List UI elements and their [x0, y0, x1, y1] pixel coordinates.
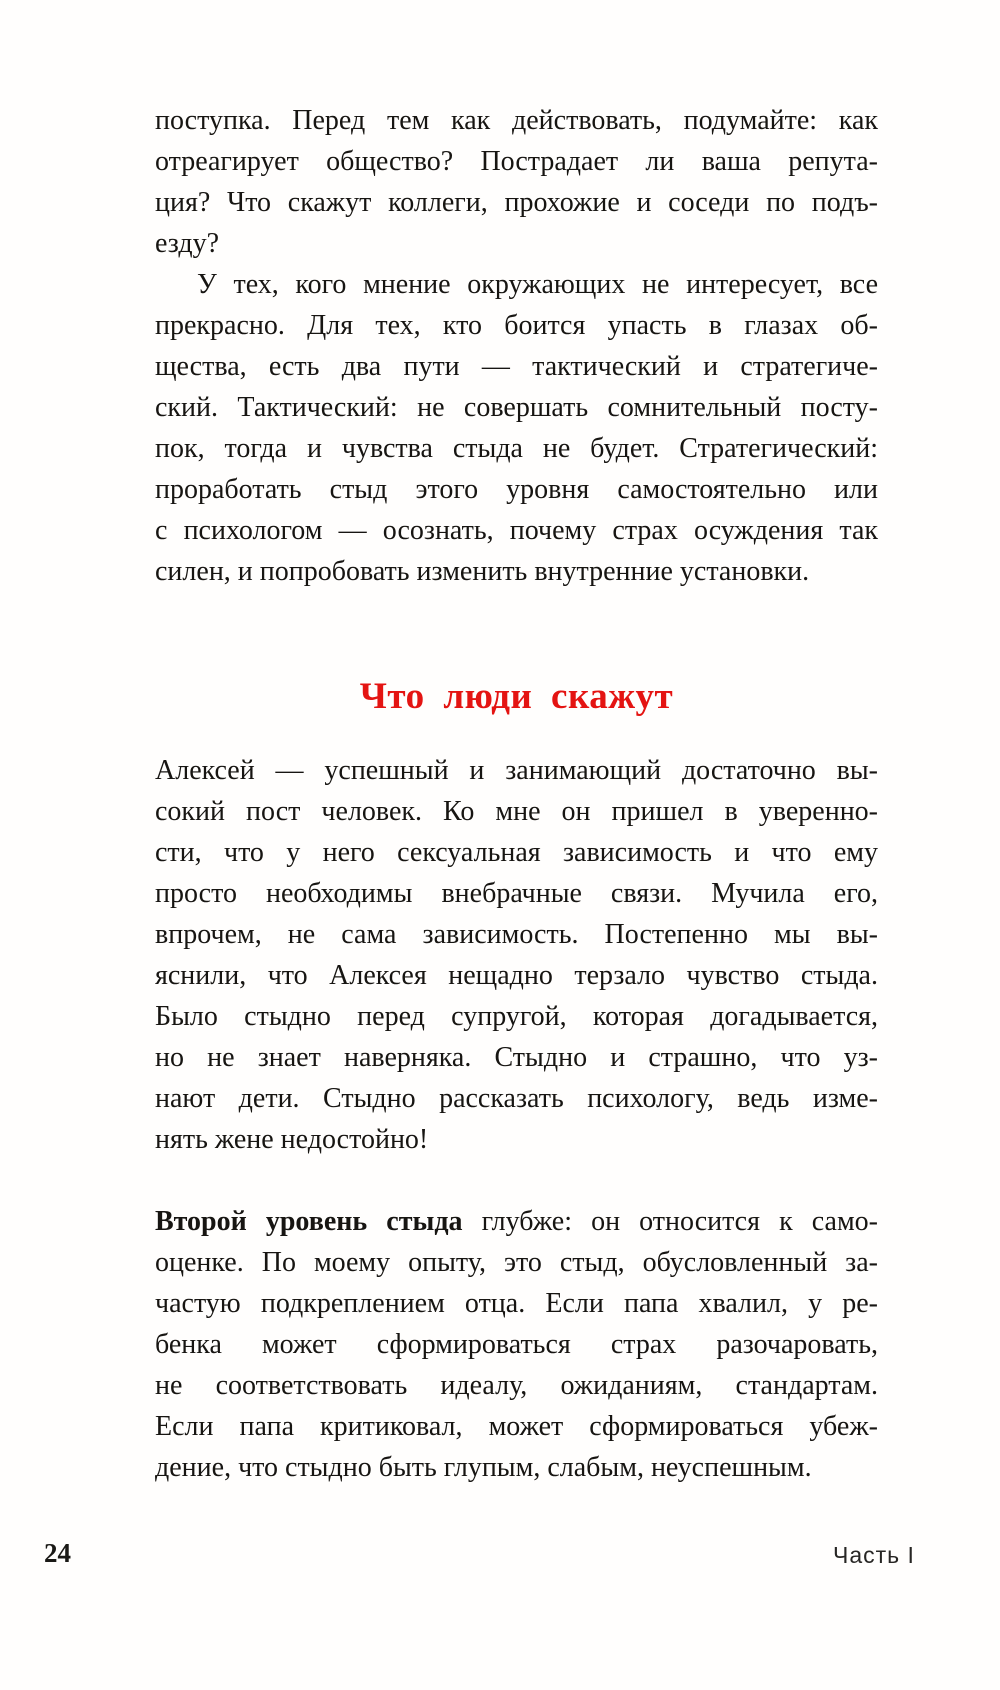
footer-running-title: Часть I	[833, 1542, 915, 1568]
text-line: щества, есть два пути — тактический и стратегиче-	[155, 351, 878, 382]
text-line: оценке. По моему опыту, это стыд, обусловленный за-	[155, 1247, 878, 1278]
text-line: езду?	[155, 228, 219, 259]
text-line: сокий пост человек. Ко мне он пришел в уверенно-	[155, 796, 878, 827]
text-line: пок, тогда и чувства стыда не будет. Стратегический:	[155, 433, 878, 464]
text-line: Было стыдно перед супругой, которая догадывается,	[155, 1001, 878, 1032]
text-line: У тех, кого мнение окружающих не интересует, все	[197, 269, 878, 300]
text-line: не соответствовать идеалу, ожиданиям, стандартам.	[155, 1370, 878, 1401]
footer-page-number: 24	[44, 1538, 71, 1568]
paragraph-alexey-case	[155, 750, 878, 1160]
text-line: яснили, что Алексея нещадно терзало чувство стыда.	[155, 960, 878, 991]
text-line: сти, что у него сексуальная зависимость и что ему	[155, 837, 878, 868]
text-line: просто необходимы внебрачные связи. Мучила его,	[155, 878, 878, 909]
text-line: Второй уровень стыда глубже: он относится к само-	[155, 1206, 879, 1237]
text-line: бенка может сформироваться страх разочаровать,	[155, 1329, 878, 1360]
text-line: но не знает наверняка. Стыдно и страшно, что уз-	[155, 1042, 878, 1073]
text-line: поступка. Перед тем как действовать, подумайте: как	[155, 105, 878, 136]
text-line: дение, что стыдно быть глупым, слабым, неуспешным.	[155, 1452, 812, 1483]
paragraph-intro-continuation	[155, 100, 878, 264]
text-line: прекрасно. Для тех, кто боится упасть в глазах об-	[155, 310, 878, 341]
text-line: нают дети. Стыдно рассказать психологу, ведь изме-	[155, 1083, 878, 1114]
text-column	[155, 100, 878, 1488]
bold-lead: Второй уровень стыда	[155, 1206, 463, 1237]
text-line: силен, и попробовать изменить внутренние установки.	[155, 556, 810, 587]
text-line: впрочем, не сама зависимость. Постепенно мы вы-	[155, 919, 878, 950]
text-line: отреагирует общество? Пострадает ли ваша репута-	[155, 146, 878, 177]
text-line: Алексей — успешный и занимающий достаточно вы-	[155, 755, 878, 786]
paragraph-two-paths	[155, 264, 878, 592]
text-line: с психологом — осознать, почему страх осуждения так	[155, 515, 878, 546]
text-line: частую подкреплением отца. Если папа хвалил, у ре-	[155, 1288, 878, 1319]
text-line: ция? Что скажут коллеги, прохожие и соседи по подъ-	[155, 187, 878, 218]
text-line: ский. Тактический: не совершать сомнительный посту-	[155, 392, 878, 423]
text-line: нять жене недостойно!	[155, 1124, 429, 1155]
paragraph-second-shame-level	[155, 1201, 878, 1488]
text-line: Если папа критиковал, может сформироваться убеж-	[155, 1411, 878, 1442]
section-heading: Что люди скажут	[359, 676, 674, 717]
text-line: проработать стыд этого уровня самостоятельно или	[155, 474, 878, 505]
